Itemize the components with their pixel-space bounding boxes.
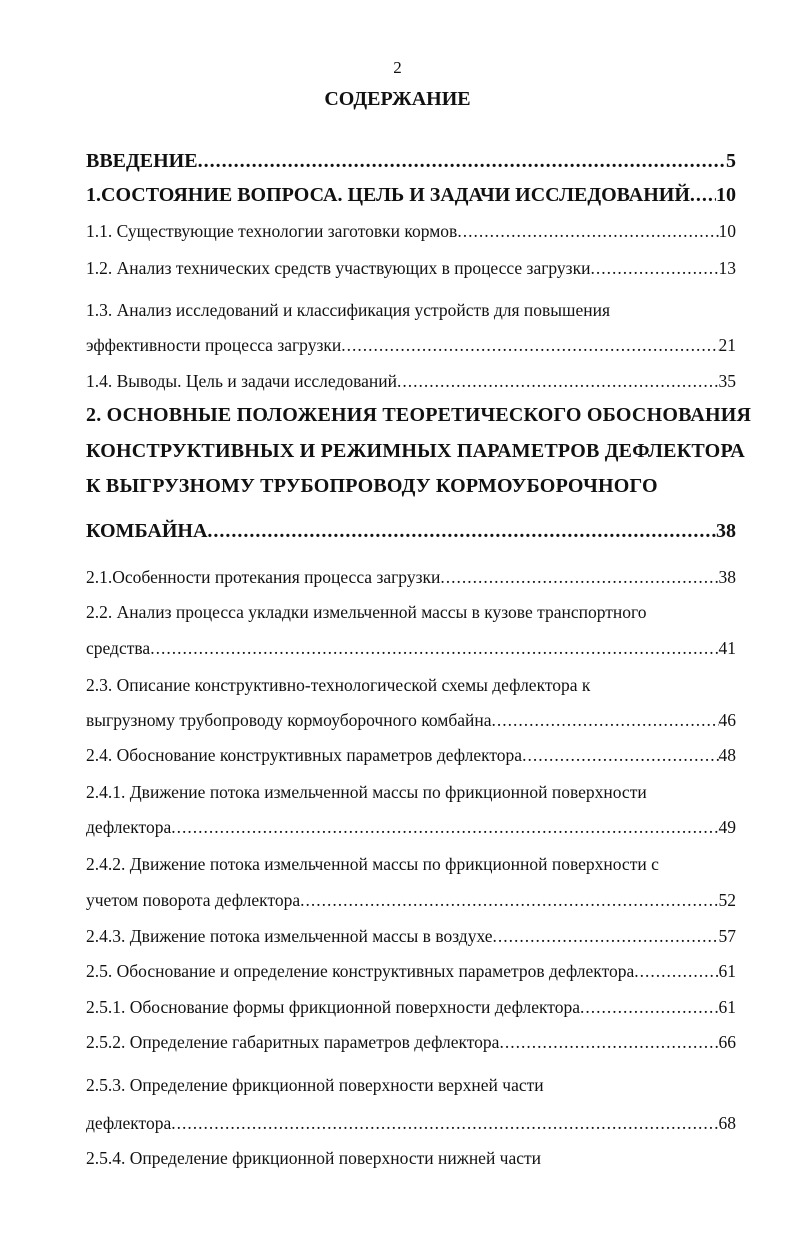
page-number: 2: [393, 58, 402, 77]
toc-page-number: 61: [718, 997, 736, 1017]
toc-entry-2-5-1[interactable]: [86, 992, 736, 1022]
toc-dot-leader: [634, 956, 718, 986]
toc-entry-2-4-1-line1[interactable]: 2.4.1. Движение потока измельченной массы по фрикционной поверхности: [86, 782, 647, 802]
toc-page-number: 48: [718, 745, 736, 765]
toc-entry-2-4-2-line1[interactable]: 2.4.2. Движение потока измельченной массы по фрикционной поверхности с: [86, 854, 659, 874]
toc-entry-text: ВВЕДЕНИЕ: [86, 150, 198, 172]
toc-entry-text: средства: [86, 638, 151, 658]
toc-entry-2-5[interactable]: [86, 956, 736, 986]
toc-dot-leader: [690, 180, 716, 210]
toc-entry-2-5-3[interactable]: [86, 1108, 736, 1138]
toc-dot-leader: [207, 516, 716, 546]
toc-entry-text: дефлектора: [86, 1113, 172, 1133]
toc-dot-leader: [499, 1027, 718, 1057]
toc-entry-2-4[interactable]: [86, 740, 736, 770]
toc-entry-2-5-3-line1[interactable]: 2.5.3. Определение фрикционной поверхности верхней части: [86, 1075, 544, 1095]
toc-entry-2-5-4-line1[interactable]: 2.5.4. Определение фрикционной поверхности нижней части: [86, 1148, 542, 1168]
toc-dot-leader: [341, 330, 718, 360]
toc-entry-1-4[interactable]: [86, 366, 736, 396]
toc-dot-leader: [457, 216, 718, 246]
toc-entry-2-1[interactable]: [86, 562, 736, 592]
toc-entry-chapter-2[interactable]: [86, 516, 736, 546]
toc-entry-text: 2.5. Обоснование и определение конструктивных параметров дефлектора: [86, 961, 635, 981]
toc-page-number: 38: [716, 520, 736, 542]
toc-entry-2-4-2[interactable]: [86, 885, 736, 915]
toc-entry-text: 2.5.2. Определение габаритных параметров дефлектора: [86, 1032, 500, 1052]
toc-dot-leader: [522, 740, 718, 770]
toc-entry-text: 1.СОСТОЯНИЕ ВОПРОСА. ЦЕЛЬ И ЗАДАЧИ ИССЛЕДОВАНИЙ: [86, 184, 690, 206]
toc-entry-text: 2.5.1. Обоснование формы фрикционной поверхности дефлектора: [86, 997, 580, 1017]
toc-entry-text: 2.4. Обоснование конструктивных параметров дефлектора: [86, 745, 523, 765]
toc-entry-text: эффективности процесса загрузки: [86, 335, 342, 355]
toc-page-number: 10: [718, 221, 736, 241]
toc-dot-leader: [590, 253, 718, 283]
toc-entry-2-3-line1[interactable]: 2.3. Описание конструктивно-технологической схемы дефлектора к: [86, 675, 591, 695]
toc-page-number: 66: [718, 1032, 736, 1052]
toc-entry-chapter-2-line3[interactable]: К ВЫГРУЗНОМУ ТРУБОПРОВОДУ КОРМОУБОРОЧНОГО: [86, 475, 658, 497]
toc-dot-leader: [397, 366, 718, 396]
toc-entry-text: 1.4. Выводы. Цель и задачи исследований: [86, 371, 398, 391]
toc-page-number: 41: [718, 638, 736, 658]
toc-entry-text: выгрузному трубопроводу кормоуборочного комбайна: [86, 710, 492, 730]
toc-dot-leader: [300, 885, 718, 915]
toc-page-number: 35: [718, 371, 736, 391]
toc-entry-text: дефлектора: [86, 817, 172, 837]
toc-entry-1-3-line1[interactable]: 1.3. Анализ исследований и классификация устройств для повышения: [86, 300, 611, 320]
toc-page-number: 61: [718, 961, 736, 981]
toc-entry-text: 2.1.Особенности протекания процесса загрузки: [86, 567, 441, 587]
toc-dot-leader: [493, 921, 719, 951]
toc-dot-leader: [198, 146, 726, 176]
toc-dot-leader: [171, 1108, 718, 1138]
toc-entry-text: 1.2. Анализ технических средств участвующих в процессе загрузки: [86, 258, 591, 278]
toc-entry-2-2[interactable]: [86, 633, 736, 663]
toc-page-number: 38: [718, 567, 736, 587]
toc-dot-leader: [150, 633, 718, 663]
toc-entry-text: КОМБАЙНА: [86, 520, 208, 542]
toc-entry-chapter-1[interactable]: [86, 180, 736, 210]
toc-dot-leader: [580, 992, 719, 1022]
page-title: СОДЕРЖАНИЕ: [324, 88, 471, 110]
toc-entry-text: 1.1. Существующие технологии заготовки кормов: [86, 221, 458, 241]
toc-entry-2-4-1[interactable]: [86, 812, 736, 842]
toc-dot-leader: [440, 562, 718, 592]
toc-page-number: 5: [726, 150, 736, 172]
toc-page-number: 52: [718, 890, 736, 910]
toc-page-number: 13: [718, 258, 736, 278]
toc-entry-1-2[interactable]: [86, 253, 736, 283]
toc-dot-leader: [171, 812, 718, 842]
toc-entry-2-3[interactable]: [86, 705, 736, 735]
toc-entry-2-2-line1[interactable]: 2.2. Анализ процесса укладки измельченной массы в кузове транспортного: [86, 602, 647, 622]
toc-page-number: 57: [718, 926, 736, 946]
toc-entry-text: учетом поворота дефлектора: [86, 890, 301, 910]
toc-entry-2-4-3[interactable]: [86, 921, 736, 951]
toc-entry-chapter-2-line1[interactable]: 2. ОСНОВНЫЕ ПОЛОЖЕНИЯ ТЕОРЕТИЧЕСКОГО ОБОСНОВАНИЯ: [86, 404, 752, 426]
toc-page-number: 49: [718, 817, 736, 837]
toc-dot-leader: [491, 705, 718, 735]
toc-entry-1-3[interactable]: [86, 330, 736, 360]
toc-entry-text: 2.4.3. Движение потока измельченной массы в воздухе: [86, 926, 493, 946]
toc-page-number: 68: [718, 1113, 736, 1133]
toc-entry-1-1[interactable]: [86, 216, 736, 246]
toc-entry-chapter-2-line2[interactable]: КОНСТРУКТИВНЫХ И РЕЖИМНЫХ ПАРАМЕТРОВ ДЕФЛЕКТОРА: [86, 440, 745, 462]
toc-entry-introduction[interactable]: [86, 146, 736, 176]
toc-entry-2-5-2[interactable]: [86, 1027, 736, 1057]
toc-page-number: 10: [716, 184, 736, 206]
toc-page-number: 21: [718, 335, 736, 355]
toc-page-number: 46: [718, 710, 736, 730]
